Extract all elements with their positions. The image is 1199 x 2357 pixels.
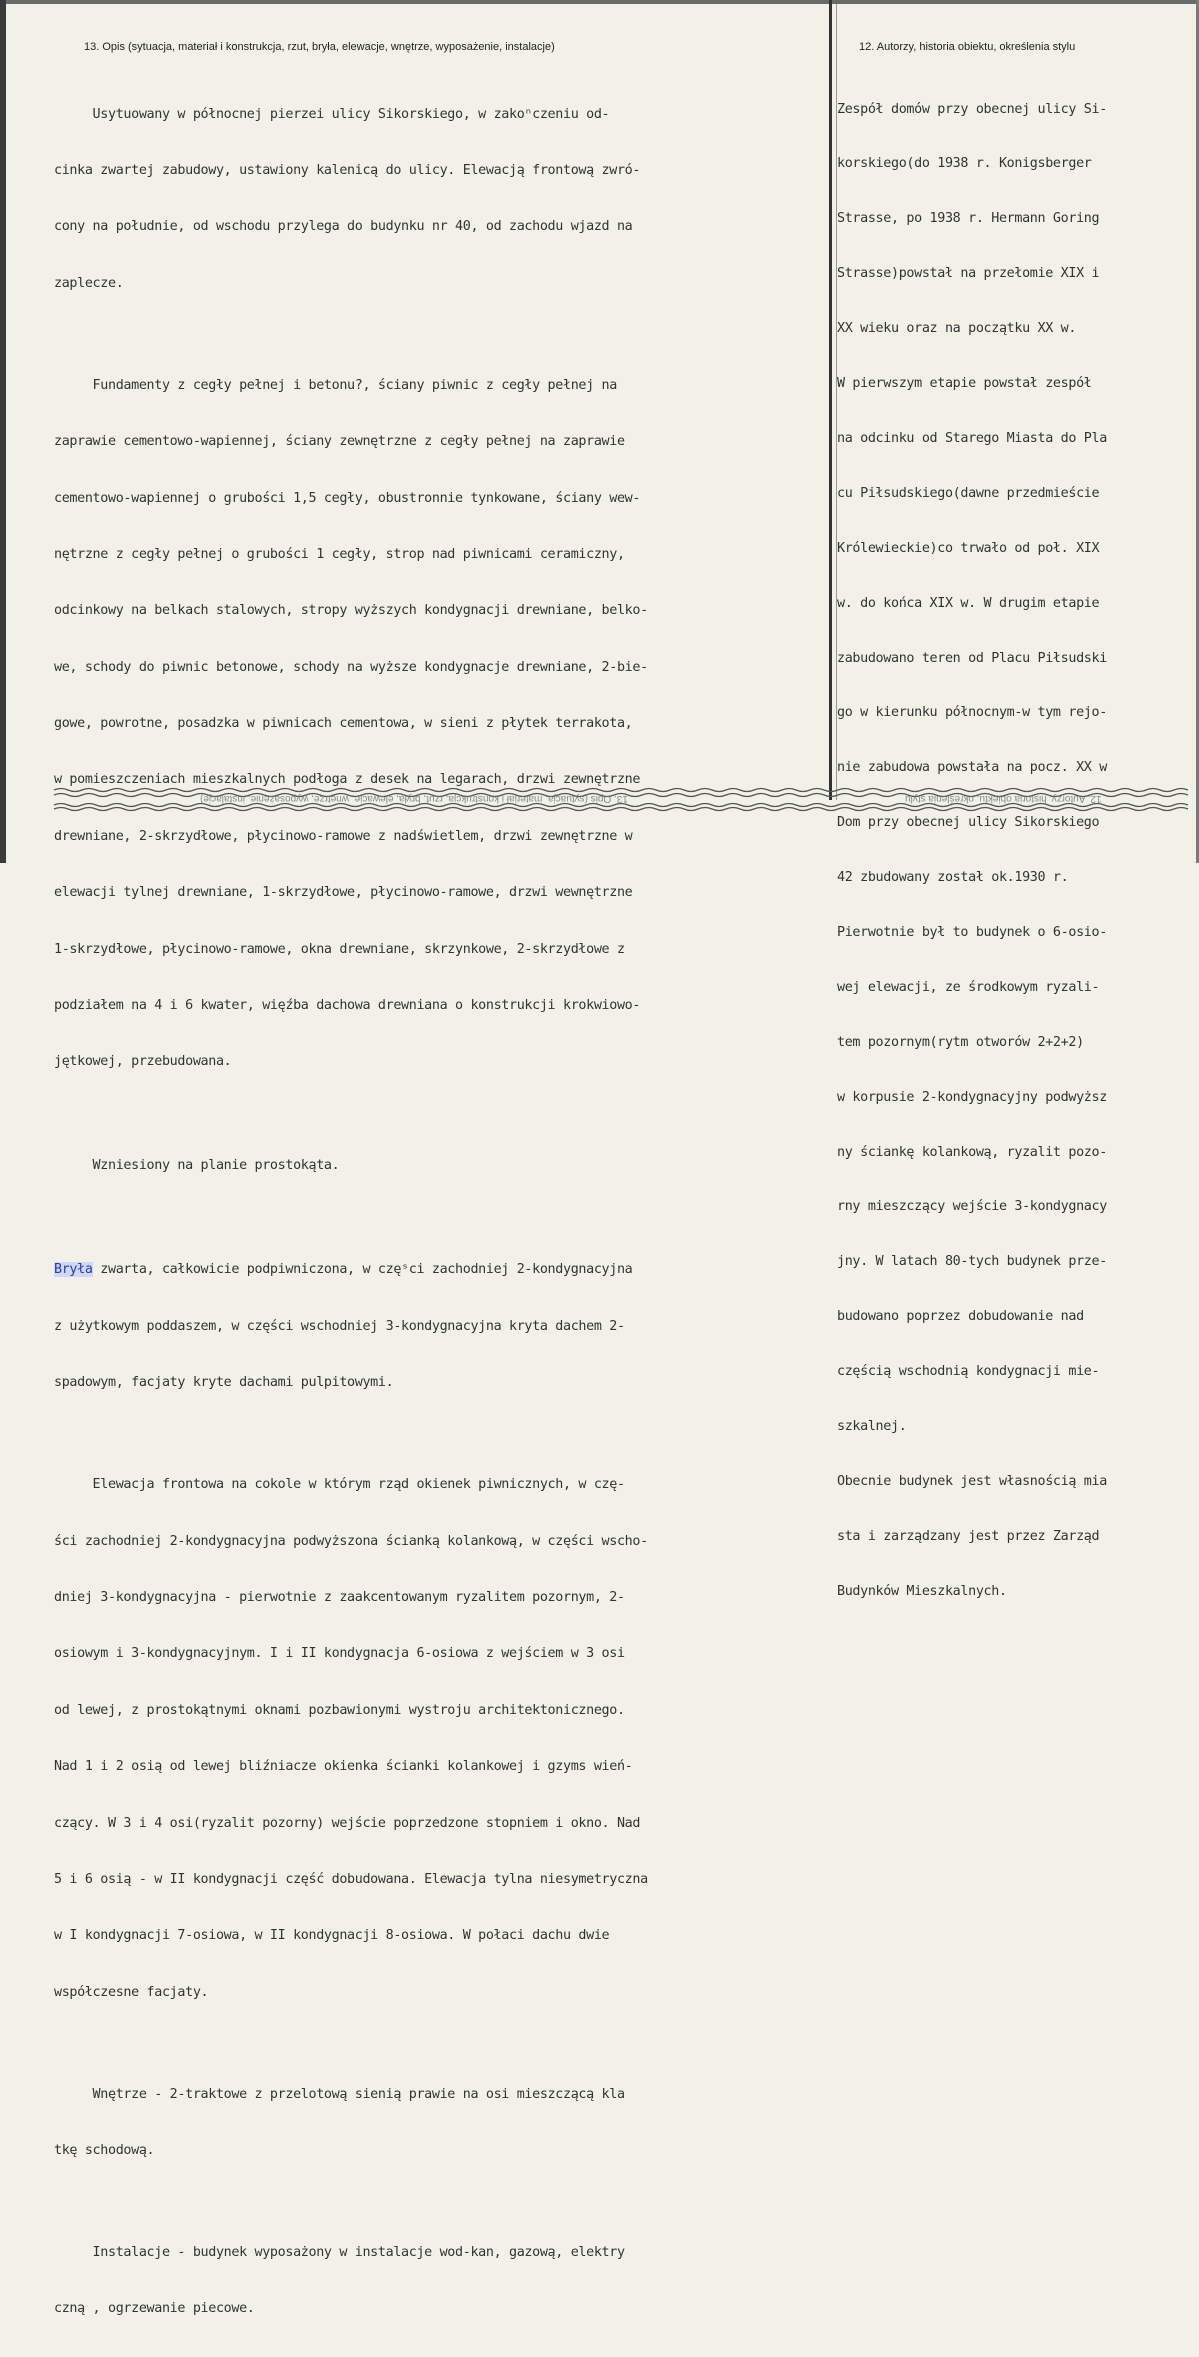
text-line: Obecnie budynek jest własnością mia (837, 1473, 1107, 1489)
text-line: Królewieckie)co trwało od poł. XIX (837, 540, 1100, 556)
text-line: nie zabudowa powstała na pocz. XX w (837, 760, 1107, 776)
text-line-bryla (54, 1261, 829, 1280)
text-line: Pierwotnie był to budynek o 6-osio- (837, 924, 1107, 940)
text-line: zabudowano teren od Placu Piłsudski (837, 650, 1107, 666)
description-text (54, 68, 829, 2357)
column-divider (829, 0, 832, 800)
text-line: Dom przy obecnej ulicy Sikorskiego (837, 815, 1100, 831)
text-line: Nad 1 i 2 osią od lewej bliźniacze okienka ścianki kolankowej i gzyms wień- (54, 1759, 633, 1775)
text-line: sta i zarządzany jest przez Zarząd (837, 1528, 1100, 1544)
mirrored-header-12: 12. Autorzy, historia obiektu, określenia stylu (905, 793, 1102, 804)
text-line: w korpusie 2-kondygnacyjny podwyższ (837, 1089, 1107, 1105)
text-line: odcinkowy na belkach stalowych, stropy wyższych kondygnacji drewniane, belko- (54, 603, 648, 619)
text-line: na odcinku od Starego Miasta do Pla (837, 430, 1107, 446)
text-line: ny ściankę kolankową, ryzalit pozo- (837, 1144, 1107, 1160)
text-line: 42 zbudowany został ok.1930 r. (837, 870, 1069, 886)
text-line: z użytkowym poddaszem, w części wschodniej 3-kondygnacyjna kryta dachem 2- (54, 1318, 625, 1334)
text-line: od lewej, z prostokątnymi oknami pozbawionymi wystroju architektonicznego. (54, 1702, 625, 1718)
text-line: budowano poprzez dobudowanie nad (837, 1309, 1084, 1325)
text-line: Wzniesiony na planie prostokąta. (54, 1158, 340, 1174)
text-line: nętrzne z cegły pełnej o grubości 1 cegły, strop nad piwnicami ceramiczny, (54, 546, 625, 562)
text-line: tkę schodową. (54, 2143, 155, 2159)
text-line: cementowo-wapiennej o grubości 1,5 cegły, obustronnie tynkowane, ściany wew- (54, 490, 641, 506)
text-line: XX wieku oraz na początku XX w. (837, 321, 1077, 337)
text-line: elewacji tylnej drewniane, 1-skrzydłowe, płycinowo-ramowe, drzwi wewnętrzne (54, 885, 633, 901)
text-line: szkalnej. (837, 1418, 907, 1434)
text-line: współczesne facjaty. (54, 1984, 209, 2000)
text-line: w. do końca XIX w. W drugim etapie (837, 595, 1100, 611)
text-line: tem pozornym(rytm otworów 2+2+2) (837, 1034, 1084, 1050)
text-line: Elewacja frontowa na cokole w którym rząd okienek piwnicznych, w czę- (54, 1477, 625, 1493)
text-line: 5 i 6 osią - w II kondygnacji część dobudowana. Elewacja tylna niesymetryczna (54, 1871, 648, 1887)
text-line: zaprawie cementowo-wapiennej, ściany zewnętrzne z cegły pełnej na zaprawie (54, 434, 625, 450)
text-line: korskiego(do 1938 r. Konigsberger (837, 156, 1092, 172)
text-line: go w kierunku północnym-w tym rejo- (837, 705, 1107, 721)
text-line: rny mieszczący wejście 3-kondygnacy (837, 1199, 1107, 1215)
text-line: podziałem na 4 i 6 kwater, więźba dachowa drewniana o konstrukcji krokwiowo- (54, 998, 641, 1014)
mirrored-header-13: 13. Opis (sytuacja, materiał i konstrukcja, rzut, bryła, elewacje, wnętrze, wyposażenie, instalacje) (200, 793, 628, 804)
text-line: 1-skrzydłowe, płycinowo-ramowe, okna drewniane, skrzynkowe, 2-skrzydłowe z (54, 941, 625, 957)
text-line: Strasse)powstał na przełomie XIX i (837, 266, 1100, 282)
scan-edge-top (0, 0, 1199, 4)
text-line: cony na południe, od wschodu przylega do budynku nr 40, od zachodu wjazd na (54, 219, 633, 235)
section-13-header: 13. Opis (sytuacja, materiał i konstrukcja, rzut, bryła, elewacje, wnętrze, wyposażenie, instalacje) (84, 41, 555, 53)
highlighted-word: Bryła (54, 1262, 93, 1278)
text-line: zaplecze. (54, 275, 124, 291)
text-line: Usytuowany w północnej pierzei ulicy Sikorskiego, w zakoⁿczeniu od- (54, 106, 610, 122)
text-line: drewniane, 2-skrzydłowe, płycinowo-ramowe z nadświetlem, drzwi zewnętrzne w (54, 828, 633, 844)
text-line: cu Piłsudskiego(dawne przedmieście (837, 485, 1100, 501)
text-line: Budynków Mieszkalnych. (837, 1583, 1007, 1599)
text-line: W pierwszym etapie powstał zespół (837, 376, 1092, 392)
text-line: w pomieszczeniach mieszkalnych podłoga z desek na legarach, drzwi zewnętrzne (54, 772, 641, 788)
text-line: częścią wschodnią kondygnacji mie- (837, 1364, 1100, 1380)
text-line: w I kondygnacji 7-osiowa, w II kondygnacji 8-osiowa. W połaci dachu dwie (54, 1928, 610, 1944)
text-line: we, schody do piwnic betonowe, schody na wyższe kondygnacje drewniane, 2-bie- (54, 659, 648, 675)
text-line: Strasse, po 1938 r. Hermann Goring (837, 211, 1100, 227)
text-line: wej elewacji, ze środkowym ryzali- (837, 979, 1100, 995)
section-12-header: 12. Autorzy, historia obiektu, określenia stylu (859, 41, 1076, 53)
text-fragment: zwarta, całkowicie podpiwniczona, w częˢci zachodniej 2-kondygnacyjna (92, 1262, 633, 1278)
text-line: czący. W 3 i 4 osi(ryzalit pozorny) wejście poprzedzone stopniem i okno. Nad (54, 1815, 641, 1831)
text-line: cinka zwartej zabudowy, ustawiony kalenicą do ulicy. Elewacją frontową zwró- (54, 162, 641, 178)
text-line: gowe, powrotne, posadzka w piwnicach cementowa, w sieni z płytek terrakota, (54, 716, 633, 732)
text-line: spadowym, facjaty kryte dachami pulpitowymi. (54, 1375, 394, 1391)
text-line: Zespół domów przy obecnej ulicy Si- (837, 101, 1107, 117)
text-line: Fundamenty z cegły pełnej i betonu?, ściany piwnic z cegły pełnej na (54, 377, 617, 393)
history-text (837, 64, 1197, 1638)
text-line: jętkowej, przebudowana. (54, 1054, 232, 1070)
text-line: dniej 3-kondygnacyjna - pierwotnie z zaakcentowanym ryzalitem pozornym, 2- (54, 1589, 625, 1605)
text-line: jny. W latach 80-tych budynek prze- (837, 1254, 1107, 1270)
text-line: osiowym i 3-kondygnacyjnym. I i II kondygnacja 6-osiowa z wejściem w 3 osi (54, 1646, 625, 1662)
text-line: Instalacje - budynek wyposażony w instalacje wod-kan, gazową, elektry (54, 2245, 625, 2261)
text-line: ści zachodniej 2-kondygnacyjna podwyższona ścianką kolankową, w części wscho- (54, 1533, 648, 1549)
scan-edge-left (0, 0, 6, 863)
text-line: czną , ogrzewanie piecowe. (54, 2301, 255, 2317)
text-line: Wnętrze - 2-traktowe z przelotową sienią prawie na osi mieszczącą kla (54, 2086, 625, 2102)
